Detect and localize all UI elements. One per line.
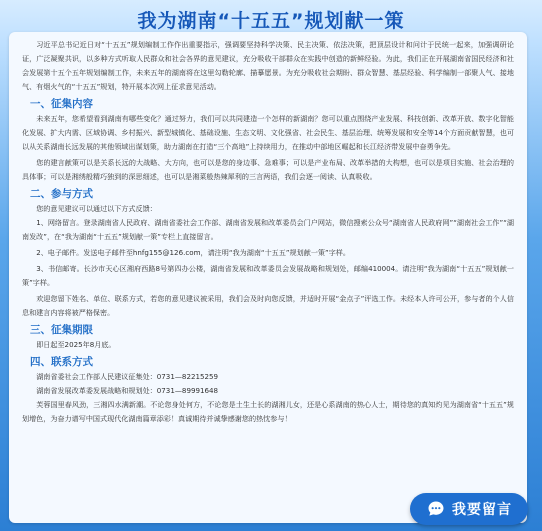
method-intro: 您的意见建议可以通过以下方式反馈： [36, 204, 157, 213]
page-title: 我为湖南“十五五”规划献一策 [137, 10, 405, 32]
section-heading-content: 一、征集内容 [30, 98, 93, 110]
method-item-online: 1、网络留言。登录湖南省人民政府、湖南省委社会工作部、湖南省发展和改革委员会门户网站，微信搜索公众号“湖南省人民政府网”“湖南社会工作”“湖南发改”，在“我为湖南“十五五”规划献一策”专栏上直接留言。 [22, 218, 514, 241]
method-note: 欢迎您留下姓名、单位、联系方式，若您的意见建议被采用，我们会及时向您反馈，并适时开展“金点子”评选工作。未经本人许可公开，参与者的个人信息和建言内容将被严格保密。 [22, 294, 514, 317]
content-card [9, 32, 527, 523]
method-item-mail: 3、书信邮寄。长沙市天心区湘府西路8号第四办公楼，湖南省发展和改革委员会发展战略和规划处，邮编410004。请注明“我为湖南“十五五”规划献一策”字样。 [22, 264, 514, 287]
section-heading-period: 三、征集期限 [30, 324, 93, 336]
method-item-email: 2、电子邮件。发送电子邮件至hnfg155@126.com，请注明“我为湖南“十五五”规划献一策”字样。 [36, 248, 350, 257]
contact-line-1: 湖南省委社会工作部人民建议征集处：0731—82215259 [36, 372, 219, 381]
leave-message-button[interactable] [410, 493, 528, 525]
intro-paragraph: 习近平总书记近日对“十五五”规划编制工作作出重要指示，强调要坚持科学决策、民主决策、依法决策，把顶层设计和问计于民统一起来，加强调研论证，广泛凝聚共识，以多种方式听取人民群众和社会各界的意见建议，充分吸收干部群众在实践中创造的新鲜经验。为此，我们正在开展湖南省国民经济和社会发展第十五个五年规划编制工作，未来五年的湖南将在这里勾勒轮廓、描摹愿景。为充分吸收社会期盼、群众智慧、基层经验、科学编制一部聚人气、接地气、有烟火气的“十五五”规划，特开展本次网上征求意见活动。 [22, 40, 514, 91]
content-paragraph-2: 您的建言献策可以是关系长远的大战略、大方向，也可以是您的身边事、急难事；可以是产业布局、改革举措的大构想，也可以是项目实施、社会治理的具体事；可以是湘绣般精巧独到的深思细述，也可以是湘菜般热辣犀利的三言两语，我们会逐一阅读、认真吸收。 [22, 158, 514, 181]
contact-line-2: 湖南省发展改革委发展战略和规划处：0731—89991648 [36, 386, 219, 395]
leave-message-label: 我要留言 [452, 502, 512, 518]
section-heading-contact: 四、联系方式 [30, 356, 93, 368]
section-heading-method: 二、参与方式 [30, 188, 93, 200]
content-paragraph-1: 未来五年，您希望看到湖南有哪些变化？通过努力，我们可以共同建造一个怎样的新湖南？您可以重点围绕产业发展、科技创新、改革开放、数字化智能化发展、扩大内需、区域协调、乡村振兴、新型城镇化、基础设施、生态文明、文化强省、社会民生、基层治理、统筹发展和安全等14个方面贡献智慧，也可以从关系湖南长远发展的其他领域出谋划策，助力湖南在打造“三个高地”上持续用力，在推动中部地区崛起和长江经济带发展中奋勇争先。 [22, 114, 514, 151]
closing-paragraph: 芙蓉国里春风劲，三湘四水满新潮。不论您身处何方，不论您是土生土长的湖湘儿女，还是心系湖南的热心人士，期待您的真知灼见为湖南省“十五五”规划增色，为奋力谱写中国式现代化湖南篇章添彩！真诚期待并诚挚感谢您的热忱参与！ [22, 400, 514, 423]
chat-bubble-icon [426, 499, 446, 519]
period-text: 即日起至2025年8月底。 [36, 340, 116, 349]
